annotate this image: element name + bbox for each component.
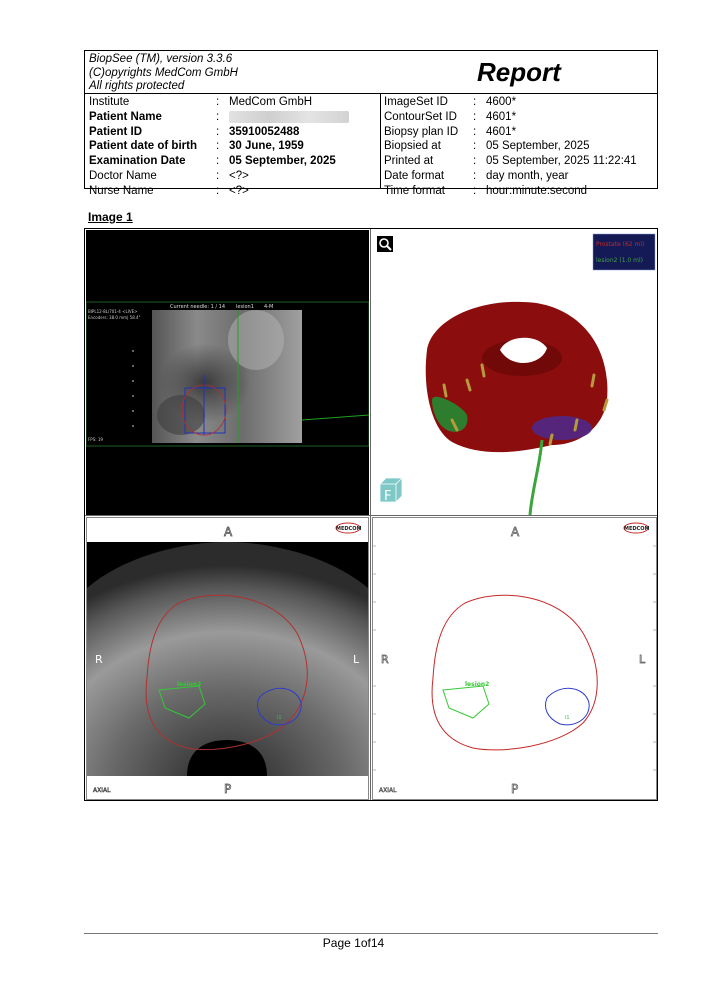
patient-info-value: 35910052488 — [229, 125, 300, 138]
product-info — [89, 53, 238, 94]
lesion2-label: lesion2 — [465, 681, 490, 688]
probe-info: BIPL12-8L/701-4 <LIVE> — [88, 309, 138, 314]
separator-colon: : — [473, 125, 477, 138]
lesion2-label: lesion2 — [177, 681, 202, 688]
patient-info-label: Examination Date — [89, 155, 186, 168]
dataset-info-label: ImageSet ID — [384, 96, 448, 108]
report-title: Report — [477, 57, 561, 87]
posterior-label: P — [511, 782, 519, 796]
patient-info-value: 05 September, 2025 — [229, 155, 336, 168]
separator-colon: : — [473, 110, 477, 123]
dataset-info-label: Printed at — [384, 155, 434, 168]
ultrasound-sagittal-panel — [86, 230, 369, 515]
grid-caption: 4-M — [264, 304, 274, 310]
lesion2-contour — [443, 686, 489, 718]
dataset-info-label: Time format — [384, 184, 445, 197]
separator-colon: : — [216, 169, 220, 182]
axial-view-label: AXIAL — [379, 787, 397, 794]
prostate-3d-view — [372, 230, 657, 515]
left-label: L — [639, 653, 646, 666]
patient-info-label: Doctor Name — [89, 169, 157, 182]
panel-divider-horizontal — [85, 515, 657, 516]
footer-rule — [84, 933, 658, 934]
dataset-info-label: ContourSet ID — [384, 110, 457, 123]
patient-info-value: 30 June, 1959 — [229, 140, 304, 153]
anterior-label: A — [511, 525, 520, 539]
patient-info-label: Institute — [89, 96, 130, 108]
lesion1-label: l1 — [277, 715, 282, 721]
model-3d-panel — [372, 230, 657, 515]
patient-info-label: Patient Name — [89, 110, 162, 123]
separator-colon: : — [216, 184, 220, 197]
axial-view-label: AXIAL — [93, 787, 111, 794]
image-grid — [84, 228, 658, 801]
dataset-info-value: hour:minute:second — [486, 184, 588, 197]
product-version: BiopSee (TM), version 3.3.6 — [89, 53, 233, 65]
axial-contour-panel — [372, 517, 657, 800]
lesion-caption: lesion1 — [236, 304, 254, 310]
orientation-cube-icon[interactable] — [380, 478, 402, 504]
encoder-info: Encoders: 38.0 mm| 58.4° — [88, 315, 141, 320]
right-label: R — [381, 653, 389, 666]
separator-colon: : — [216, 140, 220, 153]
separator-colon: : — [473, 96, 477, 108]
medcom-logo: MEDCOM — [624, 526, 650, 532]
left-label: L — [353, 653, 360, 666]
separator-colon: : — [216, 125, 220, 138]
separator-colon: : — [473, 169, 477, 182]
dataset-info-value: 4601* — [486, 125, 517, 138]
fps-info: FPS: 19 — [88, 437, 103, 442]
image-label: Image 1 — [88, 210, 133, 224]
dataset-info-label: Biopsied at — [384, 140, 441, 153]
page-number: Page 1of14 — [322, 936, 385, 950]
separator-colon: : — [216, 155, 220, 168]
dataset-info-value: 05 September, 2025 11:22:41 — [486, 155, 637, 168]
separator-colon: : — [473, 155, 477, 168]
patient-info-value: MedCom GmbH — [229, 96, 313, 108]
legend-lesion: lesion2 (1.0 ml) — [596, 257, 643, 264]
header-top — [85, 51, 657, 94]
patient-info-value: <?> — [229, 169, 249, 182]
dataset-info-value: 05 September, 2025 — [486, 140, 590, 153]
redacted-patient-name — [229, 111, 349, 123]
axial-ultrasound-view — [87, 518, 368, 799]
patient-info-label: Patient date of birth — [89, 140, 197, 153]
needle-path — [530, 440, 542, 515]
legend-prostate: Prostate (62 ml) — [596, 241, 645, 248]
posterior-label: P — [224, 782, 232, 796]
needle-caption: Current needle: 1 / 14 — [170, 304, 226, 310]
patient-info-label: Nurse Name — [89, 184, 154, 197]
rights: All rights protected — [89, 80, 185, 92]
ultrasound-sagittal-view — [86, 230, 369, 515]
anterior-label: A — [224, 525, 233, 539]
svg-text:F: F — [384, 489, 392, 504]
patient-info-value: <?> — [229, 184, 249, 197]
header-divider — [380, 93, 381, 189]
legend-box — [593, 234, 655, 270]
axial-contour-view — [373, 518, 656, 799]
separator-colon: : — [216, 96, 220, 108]
lesion1-label: l1 — [565, 715, 570, 721]
right-label: R — [95, 653, 103, 666]
prostate-contour — [432, 595, 597, 750]
dataset-info-value: 4600* — [486, 96, 517, 108]
dataset-info-value: 4601* — [486, 110, 517, 123]
patient-info-label: Patient ID — [89, 125, 143, 138]
medcom-logo: MEDCOM — [336, 526, 362, 532]
dataset-info-label: Biopsy plan ID — [384, 125, 459, 138]
dataset-info-label: Date format — [384, 169, 445, 182]
axial-ultrasound-panel — [86, 517, 369, 800]
report-header — [84, 50, 658, 197]
dataset-info-value: day month, year — [486, 169, 569, 182]
copyright: (C)opyrights MedCom GmbH — [89, 66, 238, 79]
separator-colon: : — [473, 184, 477, 197]
separator-colon: : — [216, 110, 220, 123]
separator-colon: : — [473, 140, 477, 153]
